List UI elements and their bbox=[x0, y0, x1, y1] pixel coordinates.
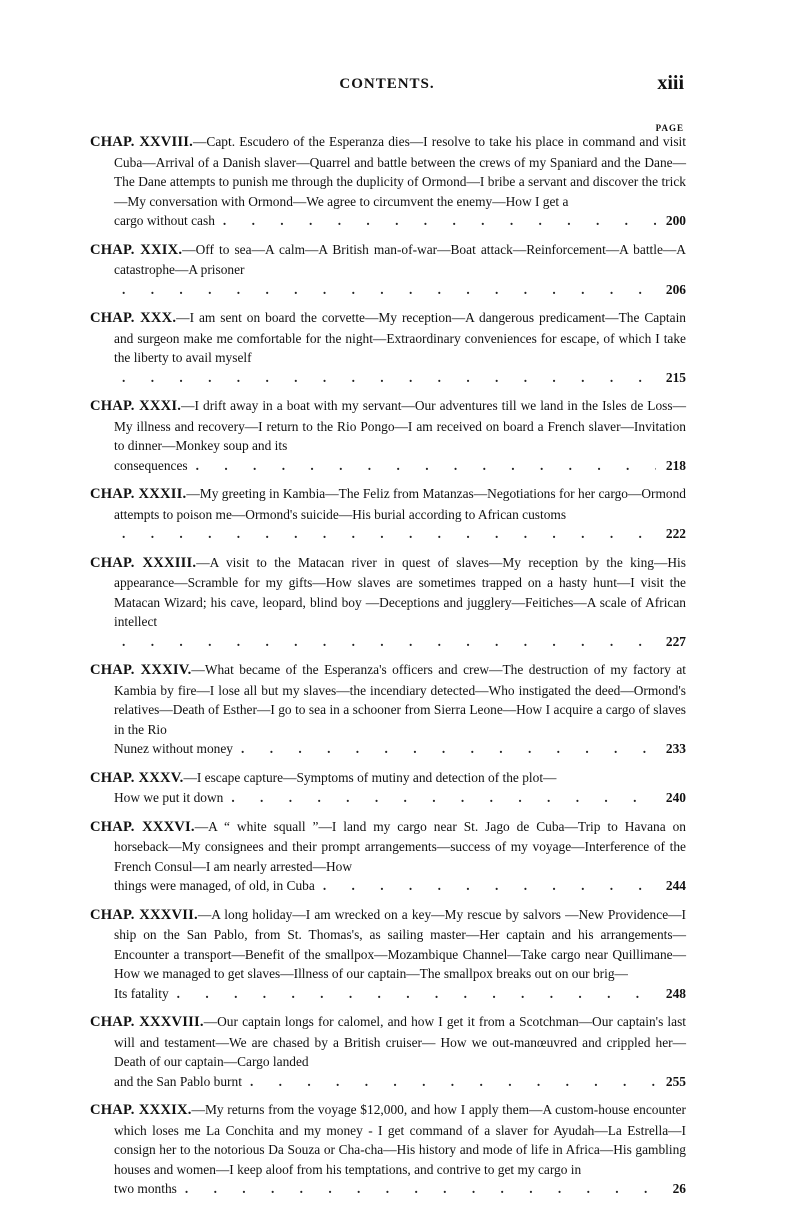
chapter-heading: CHAP. XXXIII. bbox=[90, 554, 197, 571]
page-column-label: PAGE bbox=[655, 123, 684, 133]
entry-summary bbox=[90, 817, 686, 877]
dot-leader bbox=[114, 632, 656, 652]
page-reference-line bbox=[90, 280, 686, 300]
page-reference-line bbox=[90, 1072, 686, 1092]
chapter-description: —A “ white squall ”—I land my cargo near St. Jago de Cuba—Trip to Havana on horseback—My consignees and their prompt arrangements—success of my voyage—Interference of the French Consul—I am nearly arrested—How bbox=[114, 818, 686, 874]
chapter-heading: CHAP. XXXIV. bbox=[90, 662, 192, 678]
chapter-description: —Our captain longs for calomel, and how I get it from a Scotchman—Our captain's last will and testament—We are chased by a British cruiser— How we out-manœuvred and crippled her—Death of our captain—Cargo landed bbox=[114, 1014, 686, 1069]
page-number: 26 bbox=[672, 1181, 686, 1196]
page-reference-line bbox=[90, 739, 686, 759]
contents-entry bbox=[90, 817, 686, 896]
page-reference-line bbox=[90, 1179, 686, 1199]
page-reference-line bbox=[90, 632, 686, 652]
page-reference-line bbox=[90, 368, 686, 388]
entry-summary bbox=[90, 1012, 686, 1072]
chapter-heading: CHAP. XXXV. bbox=[90, 769, 184, 786]
chapter-heading: CHAP. XXX. bbox=[90, 310, 177, 326]
chapter-description-end: things were managed, of old, in Cuba bbox=[114, 878, 315, 893]
chapter-description: —My returns from the voyage $12,000, and how I apply them—A custom-house encounter which loses me La Conchita and my money - I get command of a slaver for Ayudah—La Estrella—I consign her to the notorious Da Souza or Cha-cha—His history and mode of life in Africa—His gambling houses and women—I keep aloof from his temptations, and contrive to get my cargo in bbox=[114, 1102, 686, 1177]
dot-leader bbox=[242, 1072, 656, 1092]
entry-summary bbox=[90, 768, 686, 789]
chapter-description-end: two months bbox=[114, 1181, 177, 1196]
contents-entry bbox=[90, 553, 686, 652]
dot-leader bbox=[215, 211, 656, 231]
entry-summary bbox=[90, 484, 686, 524]
page-number: 255 bbox=[665, 1073, 686, 1089]
chapter-description: —I escape capture—Symptoms of mutiny and detection of the plot— bbox=[183, 769, 557, 785]
entry-summary bbox=[90, 1100, 686, 1179]
chapter-description-end: Its fatality bbox=[114, 985, 169, 1001]
entry-summary bbox=[90, 308, 686, 368]
contents-entry bbox=[90, 660, 686, 759]
chapter-heading: CHAP. XXXVI. bbox=[90, 818, 195, 835]
page-reference-line bbox=[90, 876, 686, 896]
contents-entry bbox=[90, 308, 686, 387]
contents-entry bbox=[90, 240, 686, 300]
page-number: 244 bbox=[665, 878, 686, 893]
page-number: 227 bbox=[665, 633, 686, 649]
entry-summary bbox=[90, 240, 686, 280]
dot-leader bbox=[223, 788, 656, 808]
dot-leader bbox=[114, 524, 656, 544]
page-reference-line bbox=[90, 984, 686, 1004]
chapter-description-end: and the San Pablo burnt bbox=[114, 1073, 242, 1089]
chapter-heading: CHAP. XXXVIII. bbox=[90, 1014, 204, 1030]
chapter-heading: CHAP. XXXII. bbox=[90, 486, 187, 502]
contents-entry bbox=[90, 484, 686, 544]
page-title: CONTENTS. bbox=[339, 76, 435, 92]
dot-leader bbox=[114, 280, 656, 300]
chapter-description: —Off to sea—A calm—A British man-of-war—Boat attack—Reinforcement—A battle—A catastrophe—A prisoner bbox=[114, 241, 686, 277]
chapter-description: —What became of the Esperanza's officers and crew—The destruction of my factory at Kambia by fire—I lose all but my slaves—the incendiary detected—Who instigated the deed—Ormond's relatives—Death of Esther—I go to sea in a schooner from Sierra Leone—How I acquire a cargo of slaves in the Rio bbox=[114, 662, 686, 737]
page-number: 218 bbox=[665, 457, 686, 473]
page-folio: xiii bbox=[657, 72, 684, 94]
contents-entry bbox=[90, 132, 686, 231]
page-reference-line bbox=[90, 211, 686, 231]
entry-summary bbox=[90, 905, 686, 984]
entry-summary bbox=[90, 132, 686, 211]
chapter-heading: CHAP. XXXVII. bbox=[90, 906, 198, 923]
page-number: 215 bbox=[665, 369, 686, 385]
dot-leader bbox=[233, 739, 656, 759]
chapter-description: —I am sent on board the corvette—My reception—A dangerous predicament—The Captain and surgeon make me comfortable for the night—Extraordinary conveniences for escape, of which I take the liberty to avail myself bbox=[114, 310, 686, 365]
dot-leader bbox=[169, 984, 656, 1004]
chapter-description-end: How we put it down bbox=[114, 790, 224, 805]
chapter-description: —My greeting in Kambia—The Feliz from Matanzas—Negotiations for her cargo—Ormond attempts to poison me—Ormond's suicide—His burial according to African customs bbox=[114, 486, 687, 522]
dot-leader bbox=[177, 1179, 656, 1199]
running-head bbox=[90, 72, 684, 100]
page-reference-line bbox=[90, 788, 686, 808]
chapter-description: —I drift away in a boat with my servant—Our adventures till we land in the Isles de Loss—My illness and recovery—I return to the Rio Pongo—I am received on board a French slaver—Invitation to dinner—Monkey soup and its bbox=[114, 398, 686, 453]
contents-entry bbox=[90, 905, 686, 1004]
chapter-description: —A visit to the Matacan river in quest of slaves—My reception by the king—His appearance—Scramble for my gifts—How slaves are sometimes trapped on a hasty hunt—I visit the Matacan Wizard; his cave, leopard, blind boy —Deceptions and jugglery—Feitiches—A scale of African intellect bbox=[114, 554, 686, 629]
dot-leader bbox=[315, 876, 656, 896]
page-reference-line bbox=[90, 524, 686, 544]
contents-entry bbox=[90, 396, 686, 475]
chapter-description: —A long holiday—I am wrecked on a key—My rescue by salvors —New Providence—I ship on the San Pablo, from St. Thomas's, as sailing master—Her captain and his arrangements—Encounter a transport—Benefit of the smallpox—Mozambique Channel—Take cargo near Quillimane—How we managed to get slaves—Illness of our captain—The smallpox breaks out on our brig— bbox=[114, 906, 686, 981]
entry-summary bbox=[90, 553, 686, 632]
page-number: 206 bbox=[665, 281, 686, 297]
dot-leader bbox=[188, 456, 656, 476]
contents-entry bbox=[90, 768, 686, 808]
entry-summary bbox=[90, 660, 686, 739]
contents-entry bbox=[90, 1012, 686, 1091]
chapter-heading: CHAP. XXVIII. bbox=[90, 134, 194, 150]
chapter-heading: CHAP. XXXIX. bbox=[90, 1102, 192, 1118]
page-reference-line bbox=[90, 456, 686, 476]
chapter-description-end: consequences bbox=[114, 457, 188, 473]
contents-entry bbox=[90, 1100, 686, 1199]
chapter-description-end: Nunez without money bbox=[114, 741, 234, 756]
page-number: 233 bbox=[665, 741, 686, 756]
entry-summary bbox=[90, 396, 686, 456]
page-number: 240 bbox=[665, 790, 686, 805]
page-number: 200 bbox=[665, 213, 686, 228]
chapter-description: —Capt. Escudero of the Esperanza dies—I resolve to take his place in command and visit Cuba—Arrival of a Danish slaver—Quarrel and battle between the crews of my Spaniard and the Dane—The Dane attempts to punish me through the duplicity of Ormond—I bribe a servant and discover the trick—My conversation with Ormond—We agree to circumvent the enemy—How I get a bbox=[114, 134, 686, 209]
chapter-heading: CHAP. XXIX. bbox=[90, 241, 183, 258]
dot-leader bbox=[114, 368, 656, 388]
chapter-heading: CHAP. XXXI. bbox=[90, 398, 182, 414]
page-number: 248 bbox=[665, 985, 686, 1001]
contents-list bbox=[90, 132, 686, 1208]
chapter-description-end: cargo without cash bbox=[114, 213, 215, 228]
page-number: 222 bbox=[665, 526, 686, 541]
